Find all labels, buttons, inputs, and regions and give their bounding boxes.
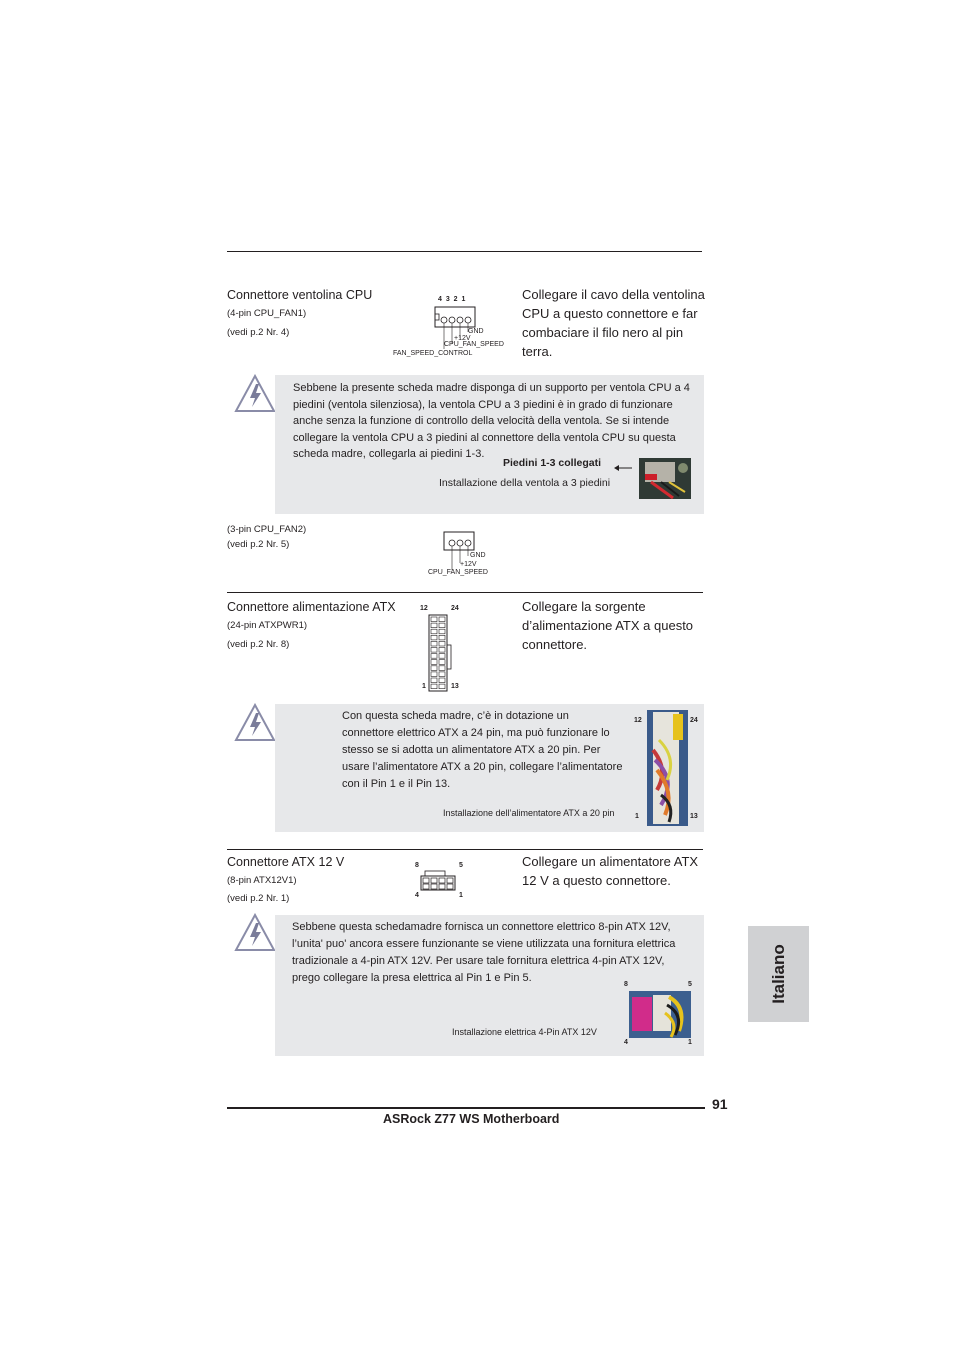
atx-pin-cell (439, 648, 445, 653)
atx12v-title: Connettore ATX 12 V (227, 855, 345, 869)
note2-pin-1: 1 (635, 813, 639, 820)
atx-pin-cell (431, 635, 437, 640)
atx24-diagram (415, 603, 470, 693)
atx12v-pin-4: 4 (415, 892, 419, 899)
fan-install-photo (639, 458, 691, 499)
atx-install-photo (647, 710, 688, 826)
atx-pin-cell (431, 666, 437, 671)
cpu-fan2-diagram (425, 528, 495, 580)
atx12v-install-photo (629, 991, 691, 1038)
cpu-fan2-sub2: (vedi p.2 Nr. 5) (227, 539, 290, 550)
warning-icon (234, 703, 276, 748)
atx12v-sub1: (8-pin ATX12V1) (227, 875, 297, 886)
pins-connected-label: Piedini 1-3 collegati (503, 457, 602, 469)
cpu-fan2-sub1: (3-pin CPU_FAN2) (227, 524, 307, 535)
atx-pin-12: 12 (420, 605, 428, 612)
atx12v-description: Collegare un alimentatore ATX 12 V a questo connettore. (522, 854, 699, 888)
atx-sub2: (vedi p.2 Nr. 8) (227, 639, 290, 650)
note1-text: Sebbene la presente scheda madre disponga di un supporto per ventola CPU a 4 piedini (ventola silenziosa), la ventola CPU a 3 piedini è in grado di funzionare anche senza la funzione di controllo della velocità della ventola. Se si intende collegare la ventola CPU a 3 piedini al connettore della ventola CPU su questa scheda madre, collegarla ai piedini 1-3. (293, 382, 690, 460)
atx-pin-cell (439, 641, 445, 646)
atx-pin-cell (439, 617, 445, 622)
note1-caption: Installazione della ventola a 3 piedini (439, 477, 611, 489)
footer-rule (227, 1107, 705, 1109)
top-rule (227, 251, 702, 252)
atx-pin-cell (439, 629, 445, 634)
arrow-left-icon (614, 459, 632, 467)
note3-pin-4: 4 (624, 1039, 628, 1046)
note2-pin-24: 24 (690, 717, 698, 724)
page-number: 91 (712, 1096, 728, 1112)
language-tab (748, 926, 809, 1022)
atx-pin-cell (431, 678, 437, 683)
atx-pin-cell (439, 678, 445, 683)
note-3pin-fan (275, 375, 704, 514)
atx-pin-cell (431, 654, 437, 659)
atx-pin-cell (439, 684, 445, 689)
language-tab-label: Italiano (768, 944, 788, 1004)
note3-caption: Installazione elettrica 4-Pin ATX 12V (452, 1027, 597, 1037)
label-fan-speed-control: FAN_SPEED_CONTROL (393, 350, 473, 357)
atx12v-sub2: (vedi p.2 Nr. 1) (227, 893, 290, 904)
atx-pin-cell (431, 629, 437, 634)
atx-pin-cell (431, 660, 437, 665)
note3-pin-5: 5 (688, 981, 692, 988)
pin-numbers: 4 3 2 1 (438, 296, 467, 303)
atx-pin-cell (439, 654, 445, 659)
cpu-fan-description: Collegare il cavo della ventolina CPU a questo connettore e far combaciare il filo nero al pin terra. (522, 287, 705, 359)
atx-pin-cell (439, 623, 445, 628)
atx12v-pin-8: 8 (415, 862, 419, 869)
atx-pin-cell (431, 617, 437, 622)
label-12v: +12V (454, 335, 471, 342)
atx-pin-cell (431, 672, 437, 677)
warning-icon (234, 913, 276, 958)
note-4pin-atx12v (275, 915, 704, 1056)
atx-pin-cell (431, 641, 437, 646)
atx12v-diagram (412, 860, 467, 902)
atx12v-pin-5: 5 (459, 862, 463, 869)
cpu-fan-sub2: (vedi p.2 Nr. 4) (227, 327, 290, 338)
note3-pin-1: 1 (688, 1039, 692, 1046)
label-gnd: GND (468, 328, 484, 335)
note2-text: Con questa scheda madre, c’è in dotazione un connettore elettrico ATX a 24 pin, ma può funzionare lo stesso se si adotta un alimentatore ATX a 20 pin. Per usare l’alimentatore ATX a 20 pin, collegare l’alimentatore con il Pin 1 e il Pin 13. (342, 710, 623, 790)
atx-pin-cell (431, 648, 437, 653)
note3-text: Sebbene questa schedamadre fornisca un connettore elettrico 8-pin ATX 12V, l’unita' puo' ancora essere funzionante se viene utilizzata una fornitura elettrica tradizionale a 4-pin ATX 12V. Per usare tale fornitura elettrica 4-pin ATX 12V, prego collegare la presa elettrica al Pin 1 e Pin 5. (292, 921, 676, 984)
rule-3 (227, 849, 703, 850)
note-20pin-atx (275, 704, 704, 832)
note2-caption: Installazione dell’alimentatore ATX a 20 pin (443, 808, 615, 818)
fan2-label-cpu-fan-speed: CPU_FAN_SPEED (428, 569, 488, 576)
atx-pin-24: 24 (451, 605, 459, 612)
atx-pin-cell (439, 635, 445, 640)
atx-pin-cell (439, 666, 445, 671)
cpu-fan-sub1: (4-pin CPU_FAN1) (227, 308, 307, 319)
atx-pin-13: 13 (451, 683, 459, 690)
atx12v-pin-1: 1 (459, 892, 463, 899)
atx-description: Collegare la sorgente d’alimentazione ATX a questo connettore. (522, 599, 694, 652)
atx-pin-cell (431, 684, 437, 689)
fan2-label-12v: +12V (460, 561, 477, 568)
label-cpu-fan-speed: CPU_FAN_SPEED (444, 341, 504, 348)
fan2-label-gnd: GND (470, 552, 486, 559)
note3-pin-8: 8 (624, 981, 628, 988)
atx-sub1: (24-pin ATXPWR1) (227, 620, 308, 631)
atx-pin-cell (431, 623, 437, 628)
atx-title: Connettore alimentazione ATX (227, 600, 396, 614)
warning-icon (234, 374, 276, 419)
note2-pin-12: 12 (634, 717, 642, 724)
atx-pin-1: 1 (422, 683, 426, 690)
footer-product: ASRock Z77 WS Motherboard (383, 1112, 560, 1126)
cpu-fan-title: Connettore ventolina CPU (227, 288, 373, 302)
atx-pin-cell (439, 660, 445, 665)
rule-2 (227, 592, 703, 593)
note2-pin-13: 13 (690, 813, 698, 820)
cpu-fan1-diagram (390, 294, 510, 360)
atx-pin-cell (439, 672, 445, 677)
